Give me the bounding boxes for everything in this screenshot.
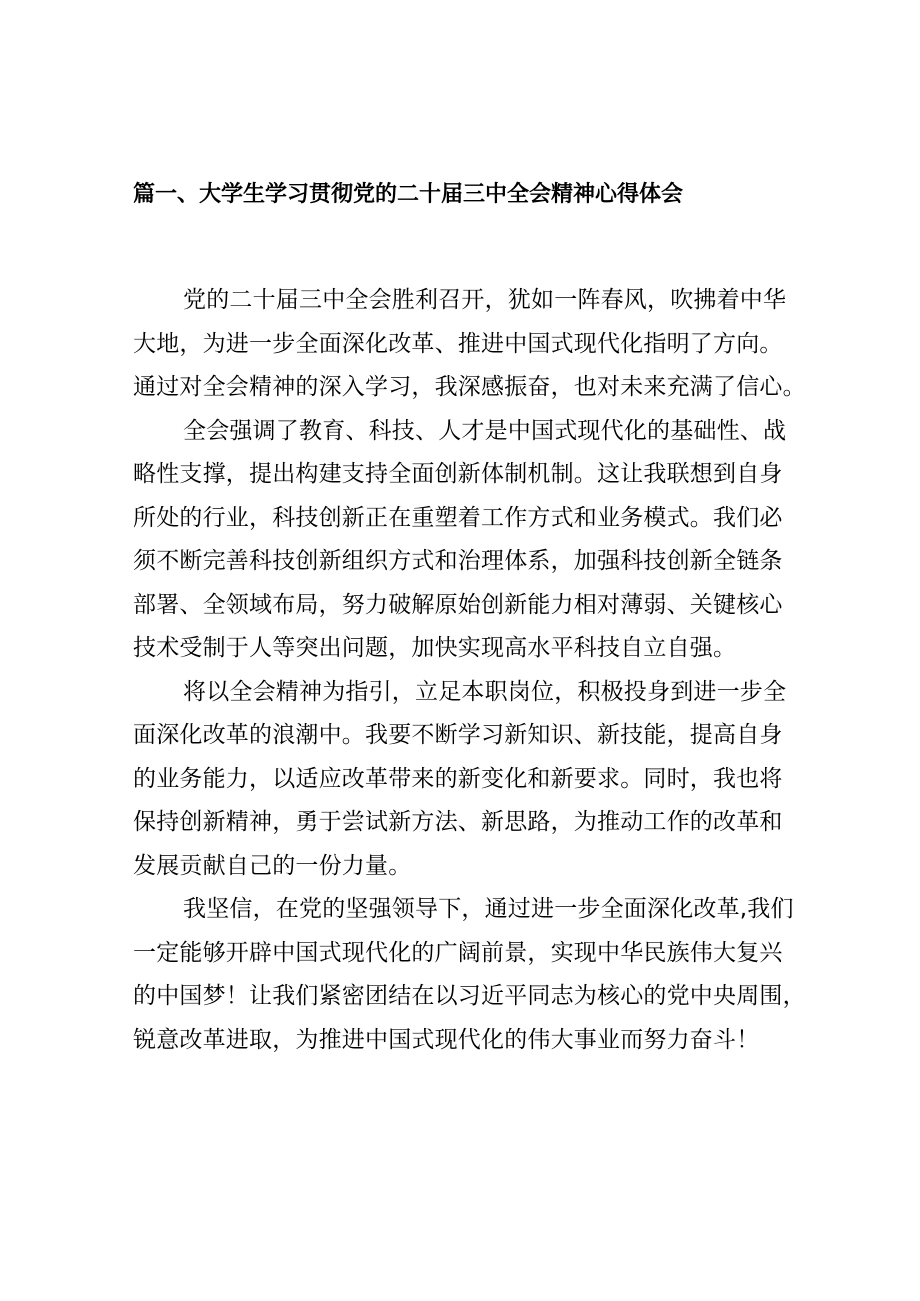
paragraph-3 (133, 672, 793, 890)
paragraph-2 (133, 411, 793, 672)
paragraph-1 (133, 280, 806, 411)
paragraph-line: 技术受制于人等突出问题，加快实现高水平科技自立自强。 (133, 635, 737, 661)
paragraph-line: 一定能够开辟中国式现代化的广阔前景，实现中华民族伟大复兴 (133, 939, 783, 966)
paragraph-line: 锐意改革进取，为推进中国式现代化的伟大事业而努力奋斗！ (133, 1026, 760, 1053)
paragraph-line: 党的二十届三中全会胜利召开，犹如一阵春风，吹拂着中华 (183, 287, 787, 313)
paragraph-line: 面深化改革的浪潮中。我要不断学习新知识、新技能，提高自身 (133, 722, 783, 748)
paragraph-line: 的中国梦！让我们紧密团结在以习近平同志为核心的党中央周围， (133, 983, 806, 1009)
paragraph-line: 保持创新精神，勇于尝试新方法、新思路，为推动工作的改革和 (133, 809, 783, 835)
paragraph-line: 通过对全会精神的深入学习，我深感振奋，也对未来充满了信心。 (133, 374, 806, 400)
paragraph-line: 所处的行业，科技创新正在重塑着工作方式和业务模式。我们必 (133, 504, 783, 531)
paragraph-line: 全会强调了教育、科技、人才是中国式现代化的基础性、战 (183, 417, 787, 444)
paragraph-line: 我坚信，在党的坚强领导下，通过进一步全面深化改革,我们 (183, 896, 794, 922)
document-body (133, 280, 806, 1063)
document-title: 篇一、大学生学习贯彻党的二十届三中全会精神心得体会 (133, 182, 684, 207)
paragraph-line: 须不断完善科技创新组织方式和治理体系，加强科技创新全链条 (133, 548, 783, 574)
paragraph-line: 大地，为进一步全面深化改革、推进中国式现代化指明了方向。 (133, 330, 783, 357)
paragraph-line: 部署、全领域布局，努力破解原始创新能力相对薄弱、关键核心 (133, 591, 783, 618)
paragraph-line: 略性支撑，提出构建支持全面创新体制机制。这让我联想到自身 (133, 461, 783, 487)
paragraph-4 (133, 889, 806, 1063)
paragraph-line: 发展贡献自己的一份力量。 (133, 852, 412, 879)
paragraph-line: 将以全会精神为指引，立足本职岗位，积极投身到进一步全 (183, 678, 787, 705)
paragraph-line: 的业务能力，以适应改革带来的新变化和新要求。同时，我也将 (133, 765, 783, 792)
